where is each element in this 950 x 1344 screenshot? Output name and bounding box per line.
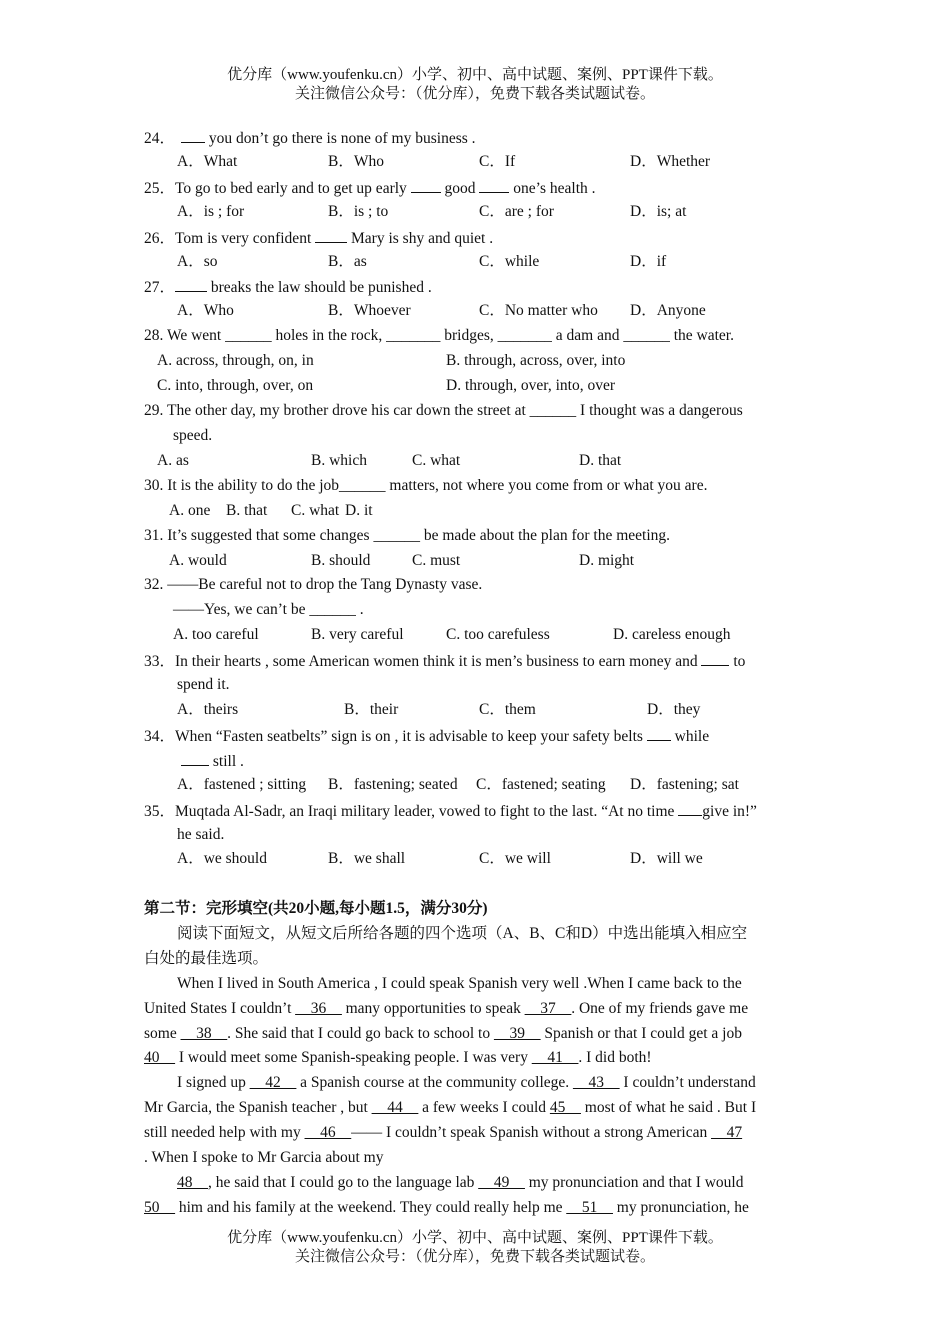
- passage-line-8: . When I spoke to Mr Garcia about my: [144, 1149, 384, 1166]
- q30-option-a: A. one: [169, 502, 211, 519]
- q24-option-b: B．Who: [328, 153, 384, 170]
- passage-line-10: 50__ him and his family at the weekend. They could really help me __51__ my pronunciation, he: [144, 1199, 749, 1216]
- blank-39: __39__: [494, 1025, 541, 1042]
- q26-option-c: C．while: [479, 253, 540, 270]
- passage-line-2: United States I couldn’t __36__ many opportunities to speak __37__. One of my friends gave me: [144, 1000, 749, 1017]
- question-35: 35．Muqtada Al-Sadr, an Iraqi military leader, vowed to fight to the last. “At no time give in!”: [144, 800, 757, 822]
- q34-option-b: B．fastening; seated: [328, 776, 458, 793]
- question-30: 30. It is the ability to do the job______ matters, not where you come from or what you are.: [144, 477, 708, 494]
- q26-option-a: A．so: [177, 253, 218, 270]
- q35-option-d: D．will we: [630, 850, 703, 867]
- q34-option-a: A．fastened ; sitting: [177, 776, 307, 793]
- q29-option-d: D. that: [579, 452, 622, 469]
- q33-option-c: C．them: [479, 701, 536, 718]
- header-line-2: 关注微信公众号：（优分库），免费下载各类试题试卷。: [294, 86, 655, 102]
- section-2-title: 第二节：完形填空(共20小题,每小题1.5，满分30分): [144, 900, 488, 917]
- question-24: 24． you don’t go there is none of my business .: [144, 127, 476, 149]
- q27-option-c: C．No matter who: [479, 302, 598, 319]
- question-28: 28. We went ______ holes in the rock, _______ bridges, _______ a dam and ______ the water.: [144, 327, 734, 344]
- blank-44: __44__: [371, 1099, 419, 1116]
- question-25: 25．To go to bed early and to get up early good one’s health .: [144, 177, 596, 199]
- passage-line-7: still needed help with my __46__—— I couldn’t speak Spanish without a strong American __47: [144, 1124, 743, 1141]
- q30-option-d: D. it: [345, 502, 373, 519]
- passage-line-1: When I lived in South America , I could speak Spanish very well .When I came back to the: [177, 975, 742, 992]
- passage-line-3: some __38__. She said that I could go back to school to __39__ Spanish or that I could get a job: [144, 1025, 742, 1042]
- question-33-cont: spend it.: [177, 676, 230, 693]
- q35-option-c: C．we will: [479, 850, 551, 867]
- q28-option-c: C. into, through, over, on: [157, 377, 314, 394]
- q31-option-b: B. should: [311, 552, 371, 569]
- q34-option-c: C．fastened; seating: [476, 776, 606, 793]
- q31-option-d: D. might: [579, 552, 635, 569]
- question-27: 27． breaks the law should be punished .: [144, 276, 432, 298]
- q31-option-a: A. would: [169, 552, 227, 569]
- blank-43: __43__: [573, 1074, 620, 1091]
- blank-42: __42__: [249, 1074, 297, 1091]
- q34-option-d: D．fastening; sat: [630, 776, 739, 793]
- blank-46: __46__: [304, 1124, 352, 1141]
- blank-48: 48__: [177, 1174, 208, 1191]
- footer-line-1: 优分库（www.youfenku.cn）小学、初中、高中试题、案例、PPT课件下载。: [227, 1230, 723, 1246]
- blank-38: __38__: [180, 1025, 228, 1042]
- question-26: 26．Tom is very confident Mary is shy and quiet .: [144, 227, 493, 249]
- passage-line-5: I signed up __42__ a Spanish course at the community college. __43__ I couldn’t understand: [177, 1074, 756, 1091]
- q35-option-b: B．we shall: [328, 850, 406, 867]
- blank-36: __36__: [295, 1000, 342, 1017]
- blank-40: 40__: [144, 1049, 175, 1066]
- q31-option-c: C. must: [412, 552, 461, 569]
- q33-option-a: A．theirs: [177, 701, 239, 718]
- header-line-1: 优分库（www.youfenku.cn）小学、初中、高中试题、案例、PPT课件下载。: [227, 67, 723, 83]
- question-35-cont: he said.: [177, 826, 225, 843]
- q35-option-a: A．we should: [177, 850, 267, 867]
- passage-line-6: Mr Garcia, the Spanish teacher , but __44__ a few weeks I could 45__ most of what he said . But I: [144, 1099, 757, 1116]
- q29-option-a: A. as: [157, 452, 189, 469]
- blank-47: __47: [711, 1124, 743, 1141]
- q27-option-b: B．Whoever: [328, 302, 411, 319]
- q27-option-a: A．Who: [177, 302, 234, 319]
- question-34-cont: still .: [177, 750, 244, 772]
- question-29-cont: speed.: [173, 427, 213, 444]
- q25-option-d: D．is; at: [630, 203, 687, 220]
- q24-option-a: A．What: [177, 153, 238, 170]
- q33-option-b: B．their: [344, 701, 399, 718]
- blank-41: __41__: [531, 1049, 579, 1066]
- question-32-reply: ——Yes, we can’t be ______ .: [173, 601, 364, 618]
- q32-option-d: D. careless enough: [613, 626, 731, 643]
- q28-option-b: B. through, across, over, into: [446, 352, 626, 369]
- section-2-instruction-1: 阅读下面短文，从短文后所给各题的四个选项（A、B、C和D）中选出能填入相应空: [177, 925, 748, 942]
- passage-line-4: 40__ I would meet some Spanish-speaking people. I was very __41__. I did both!: [144, 1049, 652, 1066]
- q32-option-c: C. too carefuless: [446, 626, 550, 643]
- q26-option-d: D．if: [630, 253, 667, 270]
- q29-option-c: C. what: [412, 452, 461, 469]
- question-31: 31. It’s suggested that some changes ______ be made about the plan for the meeting.: [144, 527, 671, 544]
- q30-option-b: B. that: [226, 502, 268, 519]
- q30-option-c: C. what: [291, 502, 340, 519]
- blank-49: __49__: [478, 1174, 525, 1191]
- q25-option-c: C．are ; for: [479, 203, 554, 220]
- blank-51: __51__: [566, 1199, 613, 1216]
- question-32: 32. ——Be careful not to drop the Tang Dynasty vase.: [144, 576, 483, 593]
- q25-option-a: A．is ; for: [177, 203, 245, 220]
- q33-option-d: D．they: [647, 701, 701, 718]
- q29-option-b: B. which: [311, 452, 367, 469]
- question-29: 29. The other day, my brother drove his car down the street at ______ I thought was a dangerous: [144, 402, 743, 419]
- passage-line-9: 48__, he said that I could go to the language lab __49__ my pronunciation and that I would: [177, 1174, 744, 1191]
- section-2-instruction-2: 白处的最佳选项。: [144, 950, 269, 967]
- question-34: 34．When “Fasten seatbelts” sign is on , it is advisable to keep your safety belts while: [144, 725, 709, 747]
- q28-option-a: A. across, through, on, in: [157, 352, 314, 369]
- footer-line-2: 关注微信公众号：（优分库），免费下载各类试题试卷。: [294, 1249, 655, 1265]
- q28-option-d: D. through, over, into, over: [446, 377, 615, 394]
- q26-option-b: B．as: [328, 253, 367, 270]
- blank-37: __37__: [524, 1000, 572, 1017]
- blank-50: 50__: [144, 1199, 175, 1216]
- q25-option-b: B．is ; to: [328, 203, 389, 220]
- q27-option-d: D．Anyone: [630, 302, 706, 319]
- question-33: 33．In their hearts , some American women think it is men’s business to earn money and to: [144, 650, 745, 672]
- q24-option-d: D．Whether: [630, 153, 711, 170]
- blank-45: 45__: [549, 1099, 581, 1116]
- q32-option-b: B. very careful: [311, 626, 404, 643]
- q24-option-c: C．If: [479, 153, 516, 170]
- q32-option-a: A. too careful: [173, 626, 259, 643]
